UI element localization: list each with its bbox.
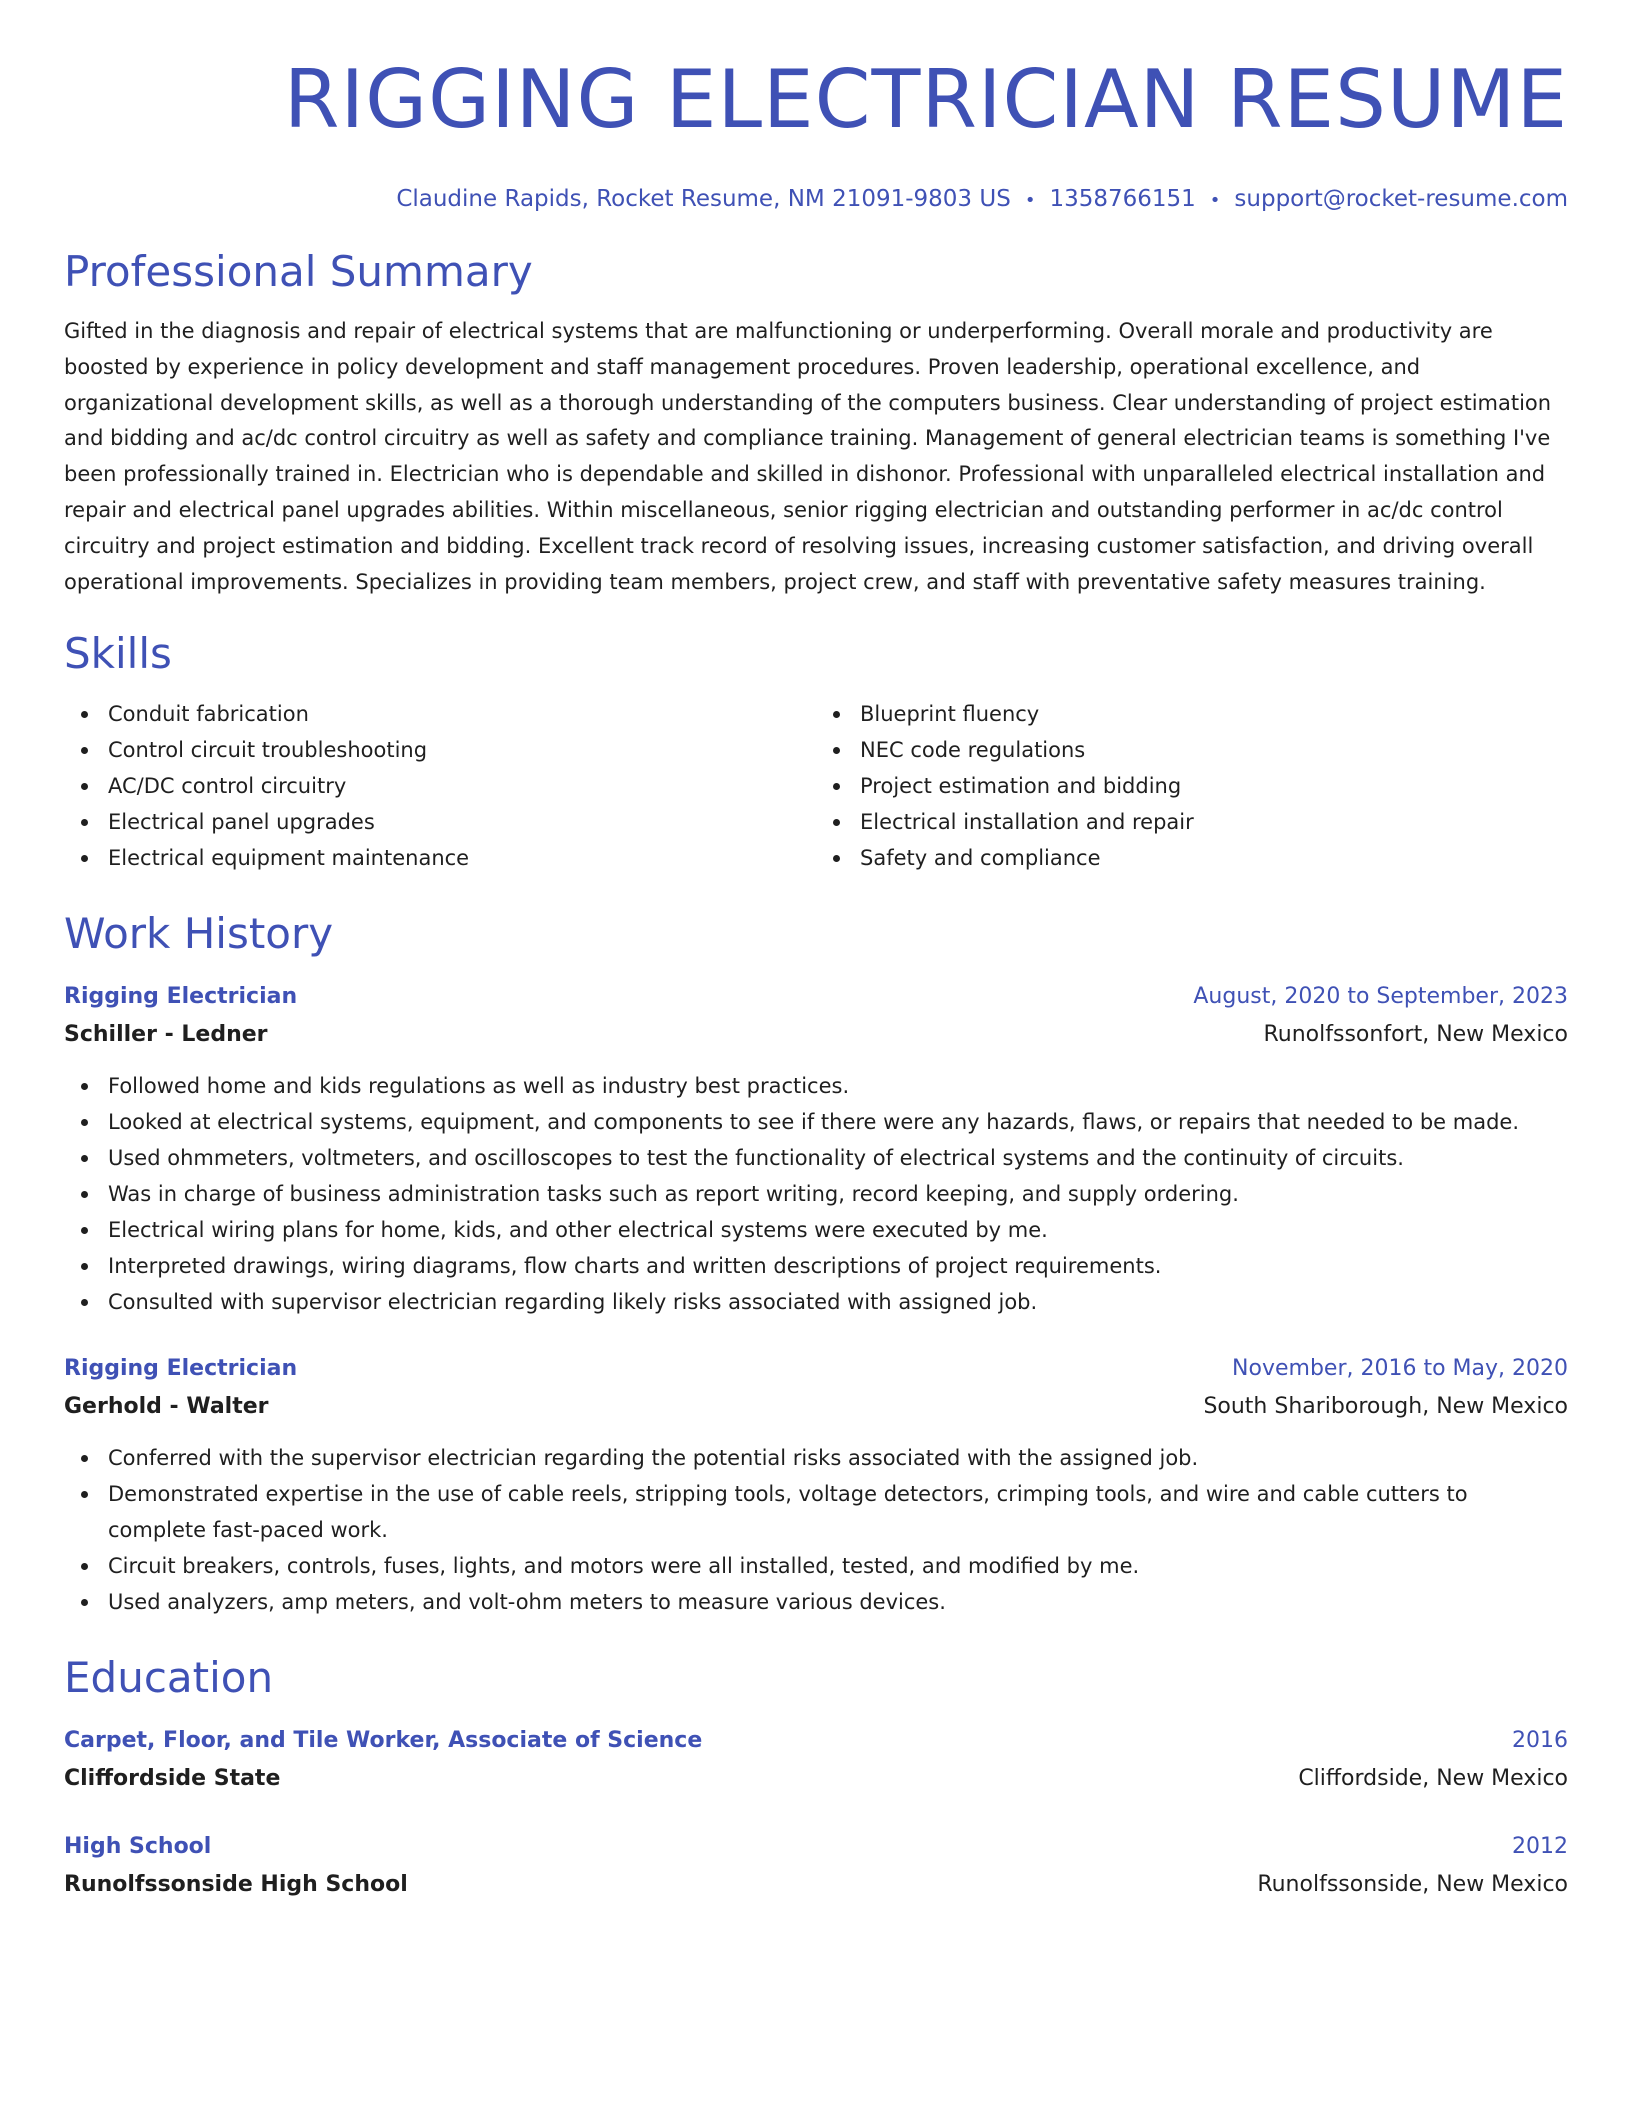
skills-grid xyxy=(64,696,1568,876)
job-duty: Used ohmmeters, voltmeters, and oscilloscopes to test the functionality of electrical systems and the continuity of circuits. xyxy=(64,1140,1568,1176)
job-role: Rigging Electrician xyxy=(64,1356,298,1382)
job-location: Runolfssonfort, New Mexico xyxy=(1263,1022,1568,1048)
job-company-row xyxy=(64,1016,1568,1054)
skill-item: Project estimation and bidding xyxy=(816,768,1568,804)
skill-item: Conduit fabrication xyxy=(64,696,816,732)
skill-item: Blueprint fluency xyxy=(816,696,1568,732)
job-duty: Demonstrated expertise in the use of cable reels, stripping tools, voltage detectors, crimping tools, and wire and cable cutters to complete fast-paced work. xyxy=(64,1476,1568,1548)
section-title: Skills xyxy=(64,629,172,679)
job-entry xyxy=(64,1350,1568,1620)
skills-column-left xyxy=(64,696,816,876)
contact-line xyxy=(64,184,1568,216)
job-duty: Consulted with supervisor electrician regarding likely risks associated with assigned job. xyxy=(64,1284,1568,1320)
job-header-row xyxy=(64,978,1568,1016)
education-degree: High School xyxy=(64,1834,212,1860)
skill-item: Electrical installation and repair xyxy=(816,804,1568,840)
education-header-row xyxy=(64,1828,1568,1866)
job-duties-list xyxy=(64,1068,1568,1320)
contact-separator: • xyxy=(1024,190,1036,211)
job-duty: Interpreted drawings, wiring diagrams, flow charts and written descriptions of project requirements. xyxy=(64,1248,1568,1284)
skills-column-right xyxy=(816,696,1568,876)
job-duties-list xyxy=(64,1440,1568,1620)
resume-header xyxy=(64,0,1568,216)
skill-item: Control circuit troubleshooting xyxy=(64,732,816,768)
education-school-row xyxy=(64,1866,1568,1904)
education-degree: Carpet, Floor, and Tile Worker, Associate of Science xyxy=(64,1728,703,1754)
skill-item: Electrical panel upgrades xyxy=(64,804,816,840)
job-duty: Used analyzers, amp meters, and volt-ohm meters to measure various devices. xyxy=(64,1584,1568,1620)
contact-separator: • xyxy=(1209,190,1221,211)
contact-phone: 1358766151 xyxy=(1049,186,1196,212)
contact-address: Claudine Rapids, Rocket Resume, NM 21091-9803 US xyxy=(396,186,1011,212)
job-duty: Conferred with the supervisor electrician regarding the potential risks associated with the assigned job. xyxy=(64,1440,1568,1476)
job-duty: Electrical wiring plans for home, kids, and other electrical systems were executed by me. xyxy=(64,1212,1568,1248)
job-duty: Circuit breakers, controls, fuses, lights, and motors were all installed, tested, and modified by me. xyxy=(64,1548,1568,1584)
summary-text: Gifted in the diagnosis and repair of electrical systems that are malfunctioning or underperforming. Overall morale and productivity are boosted by experience in policy development and staff management procedures. Proven leadership, operational excellence, and organizational development skills, as well as a thorough understanding of the computers business. Clear understanding of project estimation and bidding and ac/dc control circuitry as well as safety and compliance training. Management of general electrician teams is something I've been professionally trained in. Electrician who is dependable and skilled in dishonor. Professional with unparalleled electrical installation and repair and electrical panel upgrades abilities. Within miscellaneous, senior rigging electrician and outstanding performer in ac/dc control circuitry and project estimation and bidding. Excellent track record of resolving issues, increasing customer satisfaction, and driving overall operational improvements. Specializes in providing team members, project crew, and staff with preventative safety measures training. xyxy=(64,319,1552,594)
education-entry xyxy=(64,1828,1568,1904)
education-school: Cliffordside State xyxy=(64,1766,281,1792)
job-company-row xyxy=(64,1388,1568,1426)
education-entry xyxy=(64,1722,1568,1798)
job-entry xyxy=(64,978,1568,1320)
job-dates: November, 2016 to May, 2020 xyxy=(1232,1356,1568,1382)
skill-item: NEC code regulations xyxy=(816,732,1568,768)
job-duty: Was in charge of business administration tasks such as report writing, record keeping, and supply ordering. xyxy=(64,1176,1568,1212)
education-school: Runolfssonside High School xyxy=(64,1872,408,1898)
section-title: Professional Summary xyxy=(64,247,533,296)
contact-email[interactable]: support@rocket-resume.com xyxy=(1234,186,1568,212)
education-year: 2012 xyxy=(1512,1834,1568,1860)
job-company: Schiller - Ledner xyxy=(64,1022,268,1048)
education-section xyxy=(64,1650,1568,1904)
skills-section xyxy=(64,626,1568,876)
education-school-row xyxy=(64,1760,1568,1798)
job-location: South Shariborough, New Mexico xyxy=(1203,1394,1568,1420)
job-header-row xyxy=(64,1350,1568,1388)
job-company: Gerhold - Walter xyxy=(64,1394,269,1420)
education-location: Cliffordside, New Mexico xyxy=(1298,1766,1568,1792)
resume-title: RIGGING ELECTRICIAN RESUME xyxy=(283,53,1568,146)
skill-item: Safety and compliance xyxy=(816,840,1568,876)
professional-summary-section xyxy=(64,244,1568,600)
section-title: Education xyxy=(64,1653,274,1703)
job-role: Rigging Electrician xyxy=(64,984,298,1010)
job-duty: Followed home and kids regulations as well as industry best practices. xyxy=(64,1068,1568,1104)
skill-item: Electrical equipment maintenance xyxy=(64,840,816,876)
education-header-row xyxy=(64,1722,1568,1760)
education-year: 2016 xyxy=(1512,1728,1568,1754)
work-history-section xyxy=(64,906,1568,1620)
job-dates: August, 2020 to September, 2023 xyxy=(1193,984,1568,1010)
education-location: Runolfssonside, New Mexico xyxy=(1257,1872,1568,1898)
section-title: Work History xyxy=(64,909,334,959)
job-duty: Looked at electrical systems, equipment, and components to see if there were any hazards, flaws, or repairs that needed to be made. xyxy=(64,1104,1568,1140)
skill-item: AC/DC control circuitry xyxy=(64,768,816,804)
